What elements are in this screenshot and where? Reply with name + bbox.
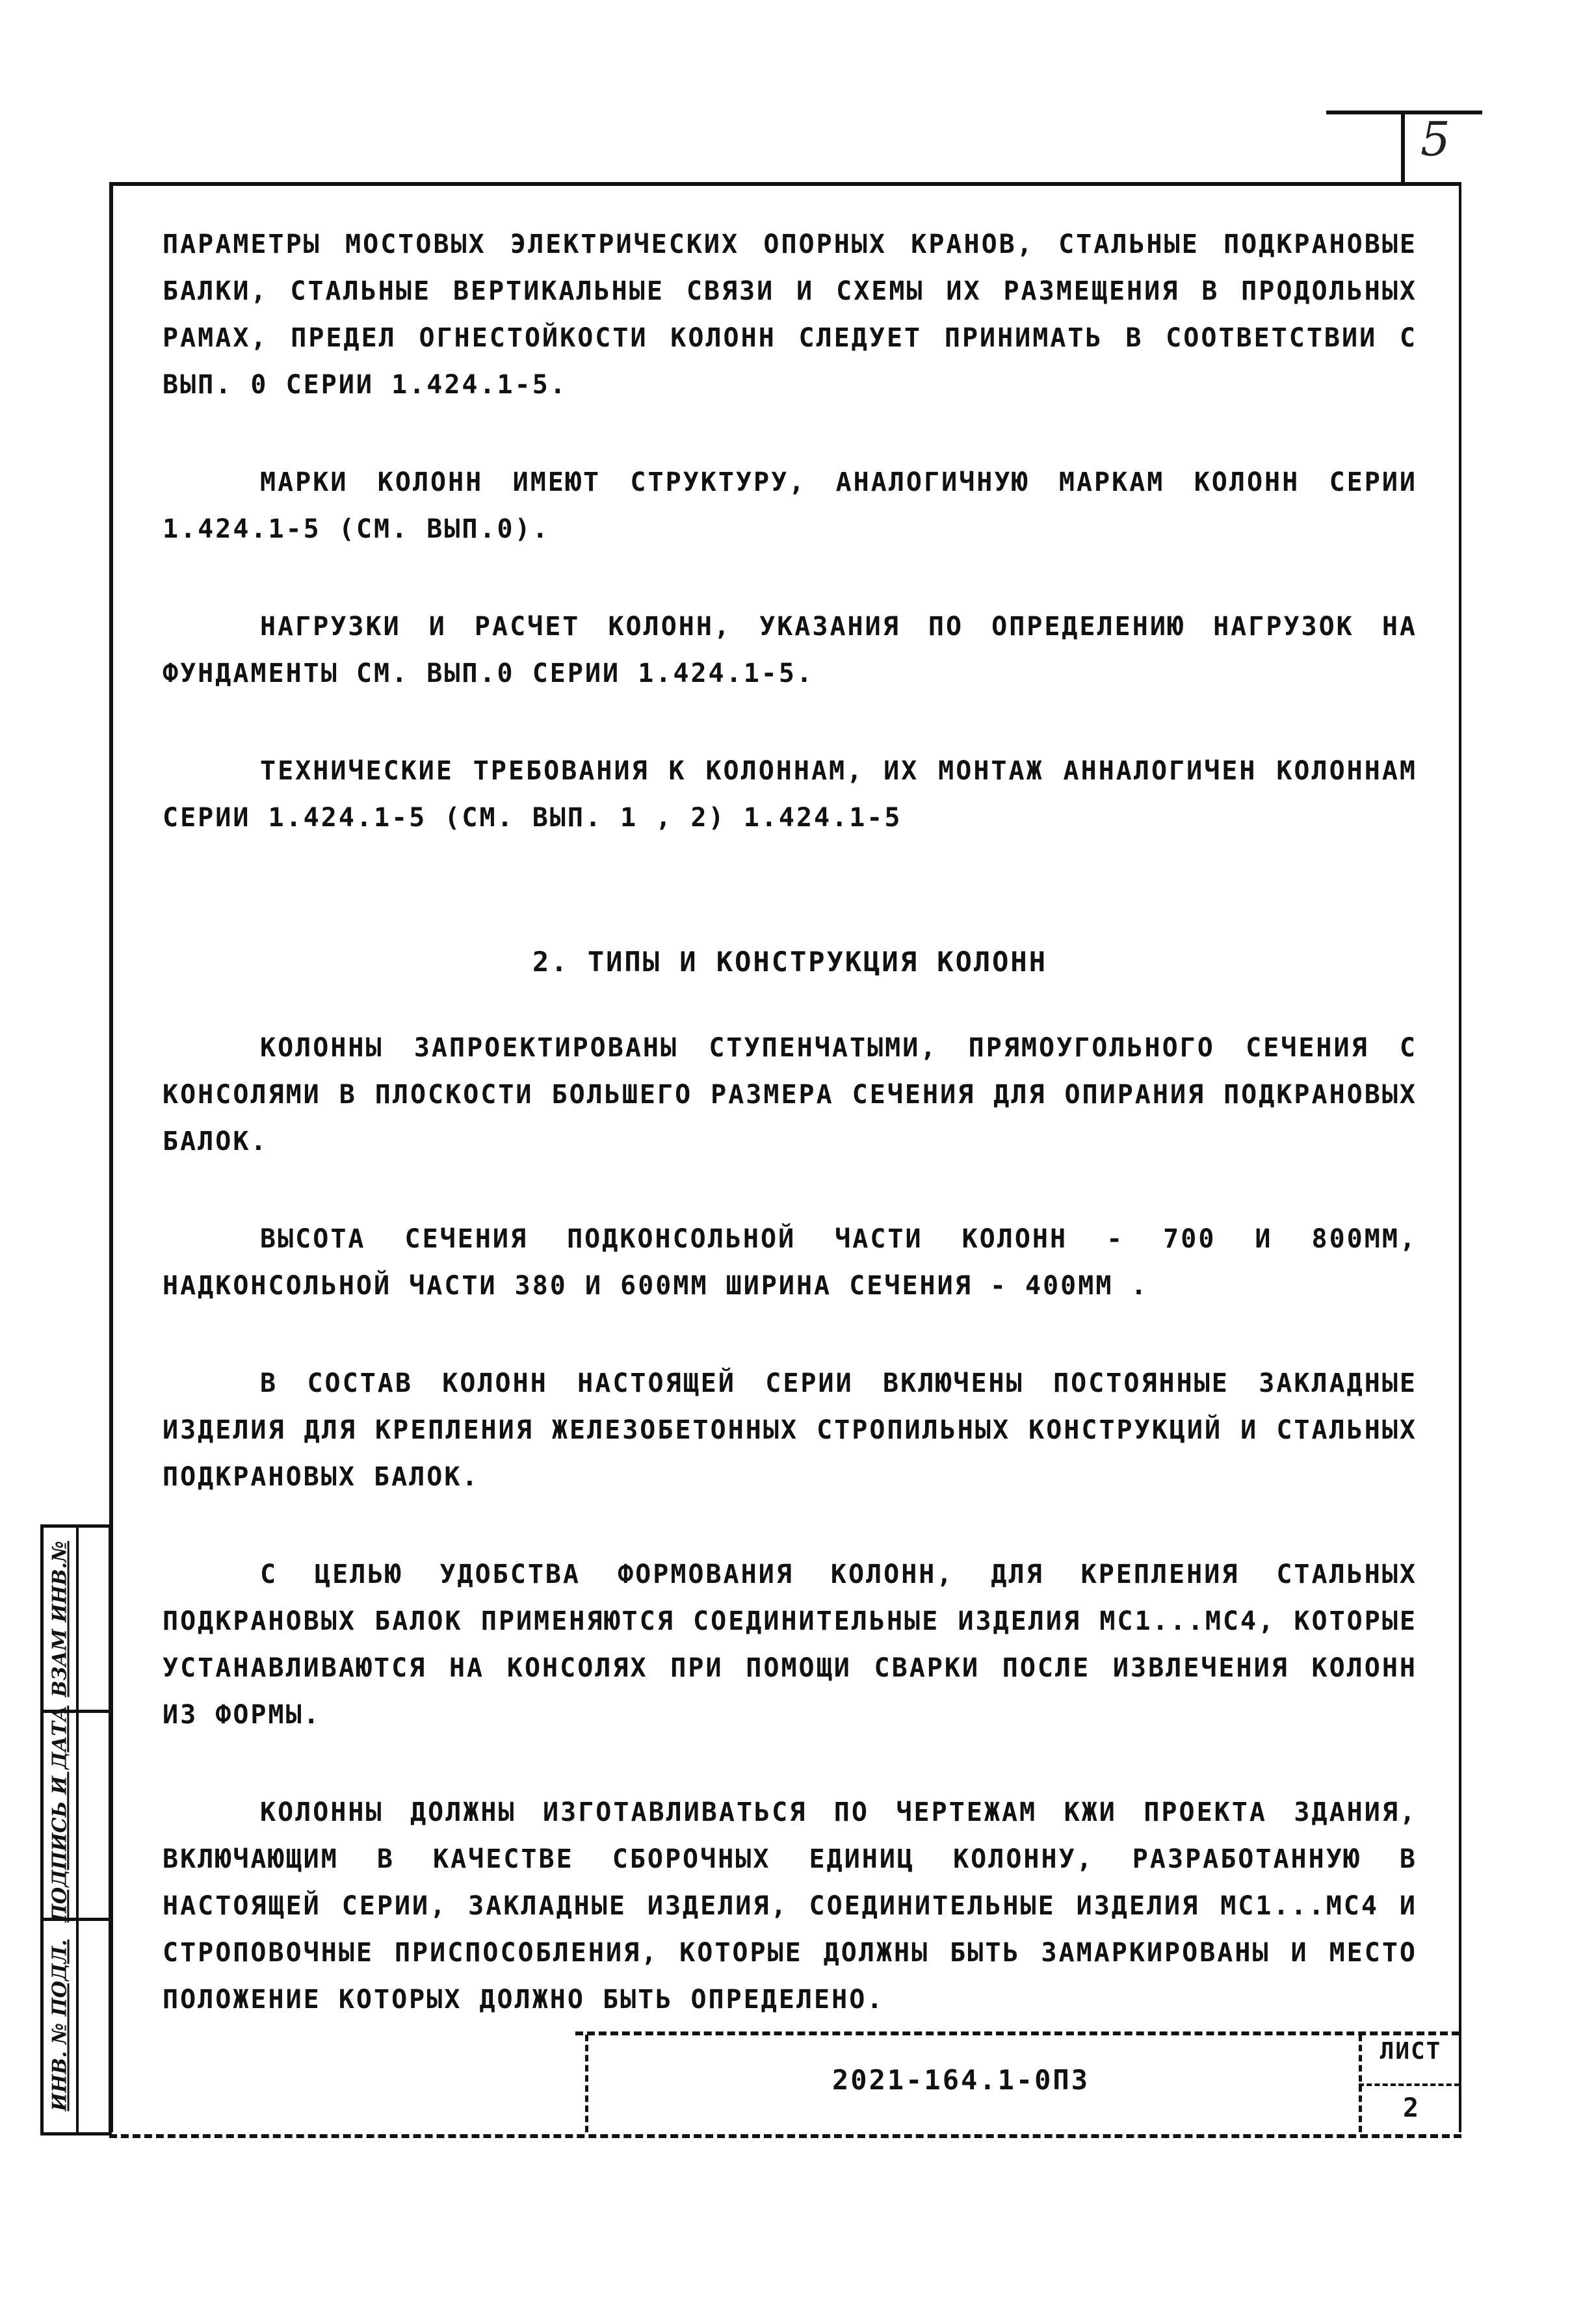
document-body xyxy=(163,221,1417,2074)
paragraph: НАГРУЗКИ И РАСЧЕТ КОЛОНН, УКАЗАНИЯ ПО ОПРЕДЕЛЕНИЮ НАГРУЗОК НА ФУНДАМЕНТЫ СМ. ВЫП.0 СЕРИИ 1.424.1-5. xyxy=(163,612,1417,688)
paragraph: МАРКИ КОЛОНН ИМЕЮТ СТРУКТУРУ, АНАЛОГИЧНУЮ МАРКАМ КОЛОНН СЕРИИ 1.424.1-5 (СМ. ВЫП.0). xyxy=(163,467,1417,544)
paragraph: ПАРАМЕТРЫ МОСТОВЫХ ЭЛЕКТРИЧЕСКИХ ОПОРНЫХ КРАНОВ, СТАЛЬНЫЕ ПОДКРАНОВЫЕ БАЛКИ, СТАЛЬНЫЕ ВЕРТИКАЛЬНЫЕ СВЯЗИ И СХЕМЫ ИХ РАЗМЕЩЕНИЯ В ПРОДОЛЬНЫХ РАМАХ, ПРЕДЕЛ ОГНЕСТОЙКОСТИ КОЛОНН СЛЕДУЕТ ПРИНИМАТЬ В СООТВЕТСТВИИ С ВЫП. 0 СЕРИИ 1.424.1-5. xyxy=(163,229,1417,400)
document-designation: 2021-164.1-0ПЗ xyxy=(832,2064,1090,2096)
paragraph: С ЦЕЛЬЮ УДОБСТВА ФОРМОВАНИЯ КОЛОНН, ДЛЯ КРЕПЛЕНИЯ СТАЛЬНЫХ ПОДКРАНОВЫХ БАЛОК ПРИМЕНЯЮТСЯ СОЕДИНИТЕЛЬНЫЕ ИЗДЕЛИЯ МС1...МС4, КОТОРЫЕ УСТАНАВЛИВАЮТСЯ НА КОНСОЛЯХ ПРИ ПОМОЩИ СВАРКИ ПОСЛЕ ИЗВЛЕЧЕНИЯ КОЛОНН ИЗ ФОРМЫ. xyxy=(163,1560,1417,1730)
stamp-label: ИНВ. № ПОДЛ. xyxy=(48,1939,72,2111)
paragraph: КОЛОННЫ ЗАПРОЕКТИРОВАНЫ СТУПЕНЧАТЫМИ, ПРЯМОУГОЛЬНОГО СЕЧЕНИЯ С КОНСОЛЯМИ В ПЛОСКОСТИ БОЛЬШЕГО РАЗМЕРА СЕЧЕНИЯ ДЛЯ ОПИРАНИЯ ПОДКРАНОВЫХ БАЛОК. xyxy=(163,1033,1417,1156)
page-number: 5 xyxy=(1420,112,1450,166)
section-heading: 2. ТИПЫ И КОНСТРУКЦИЯ КОЛОНН xyxy=(532,946,1047,978)
title-block-left-line xyxy=(585,2035,588,2132)
paragraph: КОЛОННЫ ДОЛЖНЫ ИЗГОТАВЛИВАТЬСЯ ПО ЧЕРТЕЖАМ КЖИ ПРОЕКТА ЗДАНИЯ, ВКЛЮЧАЮЩИМ В КАЧЕСТВЕ СБОРОЧНЫХ ЕДИНИЦ КОЛОННУ, РАЗРАБОТАННУЮ В НАСТОЯЩЕЙ СЕРИИ, ЗАКЛАДНЫЕ ИЗДЕЛИЯ, СОЕДИНИТЕЛЬНЫЕ ИЗДЕЛИЯ МС1...МС4 И СТРОПОВОЧНЫЕ ПРИСПОСОБЛЕНИЯ, КОТОРЫЕ ДОЛЖНЫ БЫТЬ ЗАМАРКИРОВАНЫ И МЕСТО ПОЛОЖЕНИЕ КОТОРЫХ ДОЛЖНО БЫТЬ ОПРЕДЕЛЕНО. xyxy=(163,1797,1417,2015)
sheet-number: 2 xyxy=(1402,2093,1419,2123)
sheet-label: ЛИСТ xyxy=(1380,2038,1442,2065)
paragraph: ТЕХНИЧЕСКИЕ ТРЕБОВАНИЯ К КОЛОННАМ, ИХ МОНТАЖ АННАЛОГИЧЕН КОЛОННАМ СЕРИИ 1.424.1-5 (СМ. ВЫП. 1 , 2) 1.424.1-5 xyxy=(163,756,1417,833)
paragraph: ВЫСОТА СЕЧЕНИЯ ПОДКОНСОЛЬНОЙ ЧАСТИ КОЛОНН - 700 И 800ММ, НАДКОНСОЛЬНОЙ ЧАСТИ 380 И 600ММ ШИРИНА СЕЧЕНИЯ - 400ММ . xyxy=(163,1224,1417,1301)
stamp-label: ПОДПИСЬ И ДАТА xyxy=(48,1705,72,1922)
stamp-inv-no-orig xyxy=(44,1918,76,2132)
page-number-tab-divider xyxy=(1401,111,1405,185)
left-margin-stamp xyxy=(40,1524,112,2135)
stamp-signature-date xyxy=(44,1705,76,1922)
stamp-divider xyxy=(76,1528,79,2132)
title-block-top-line xyxy=(575,2031,1459,2035)
stamp-replaces-inv xyxy=(44,1528,76,1710)
title-block-sheet-separator xyxy=(1359,2083,1459,2086)
page-frame-bottom xyxy=(109,2134,1461,2138)
paragraph: В СОСТАВ КОЛОНН НАСТОЯЩЕЙ СЕРИИ ВКЛЮЧЕНЫ ПОСТОЯННЫЕ ЗАКЛАДНЫЕ ИЗДЕЛИЯ ДЛЯ КРЕПЛЕНИЯ ЖЕЛЕЗОБЕТОННЫХ СТРОПИЛЬНЫХ КОНСТРУКЦИЙ И СТАЛЬНЫХ ПОДКРАНОВЫХ БАЛОК. xyxy=(163,1368,1417,1492)
stamp-label: ВЗАМ ИНВ.№ xyxy=(48,1540,72,1697)
